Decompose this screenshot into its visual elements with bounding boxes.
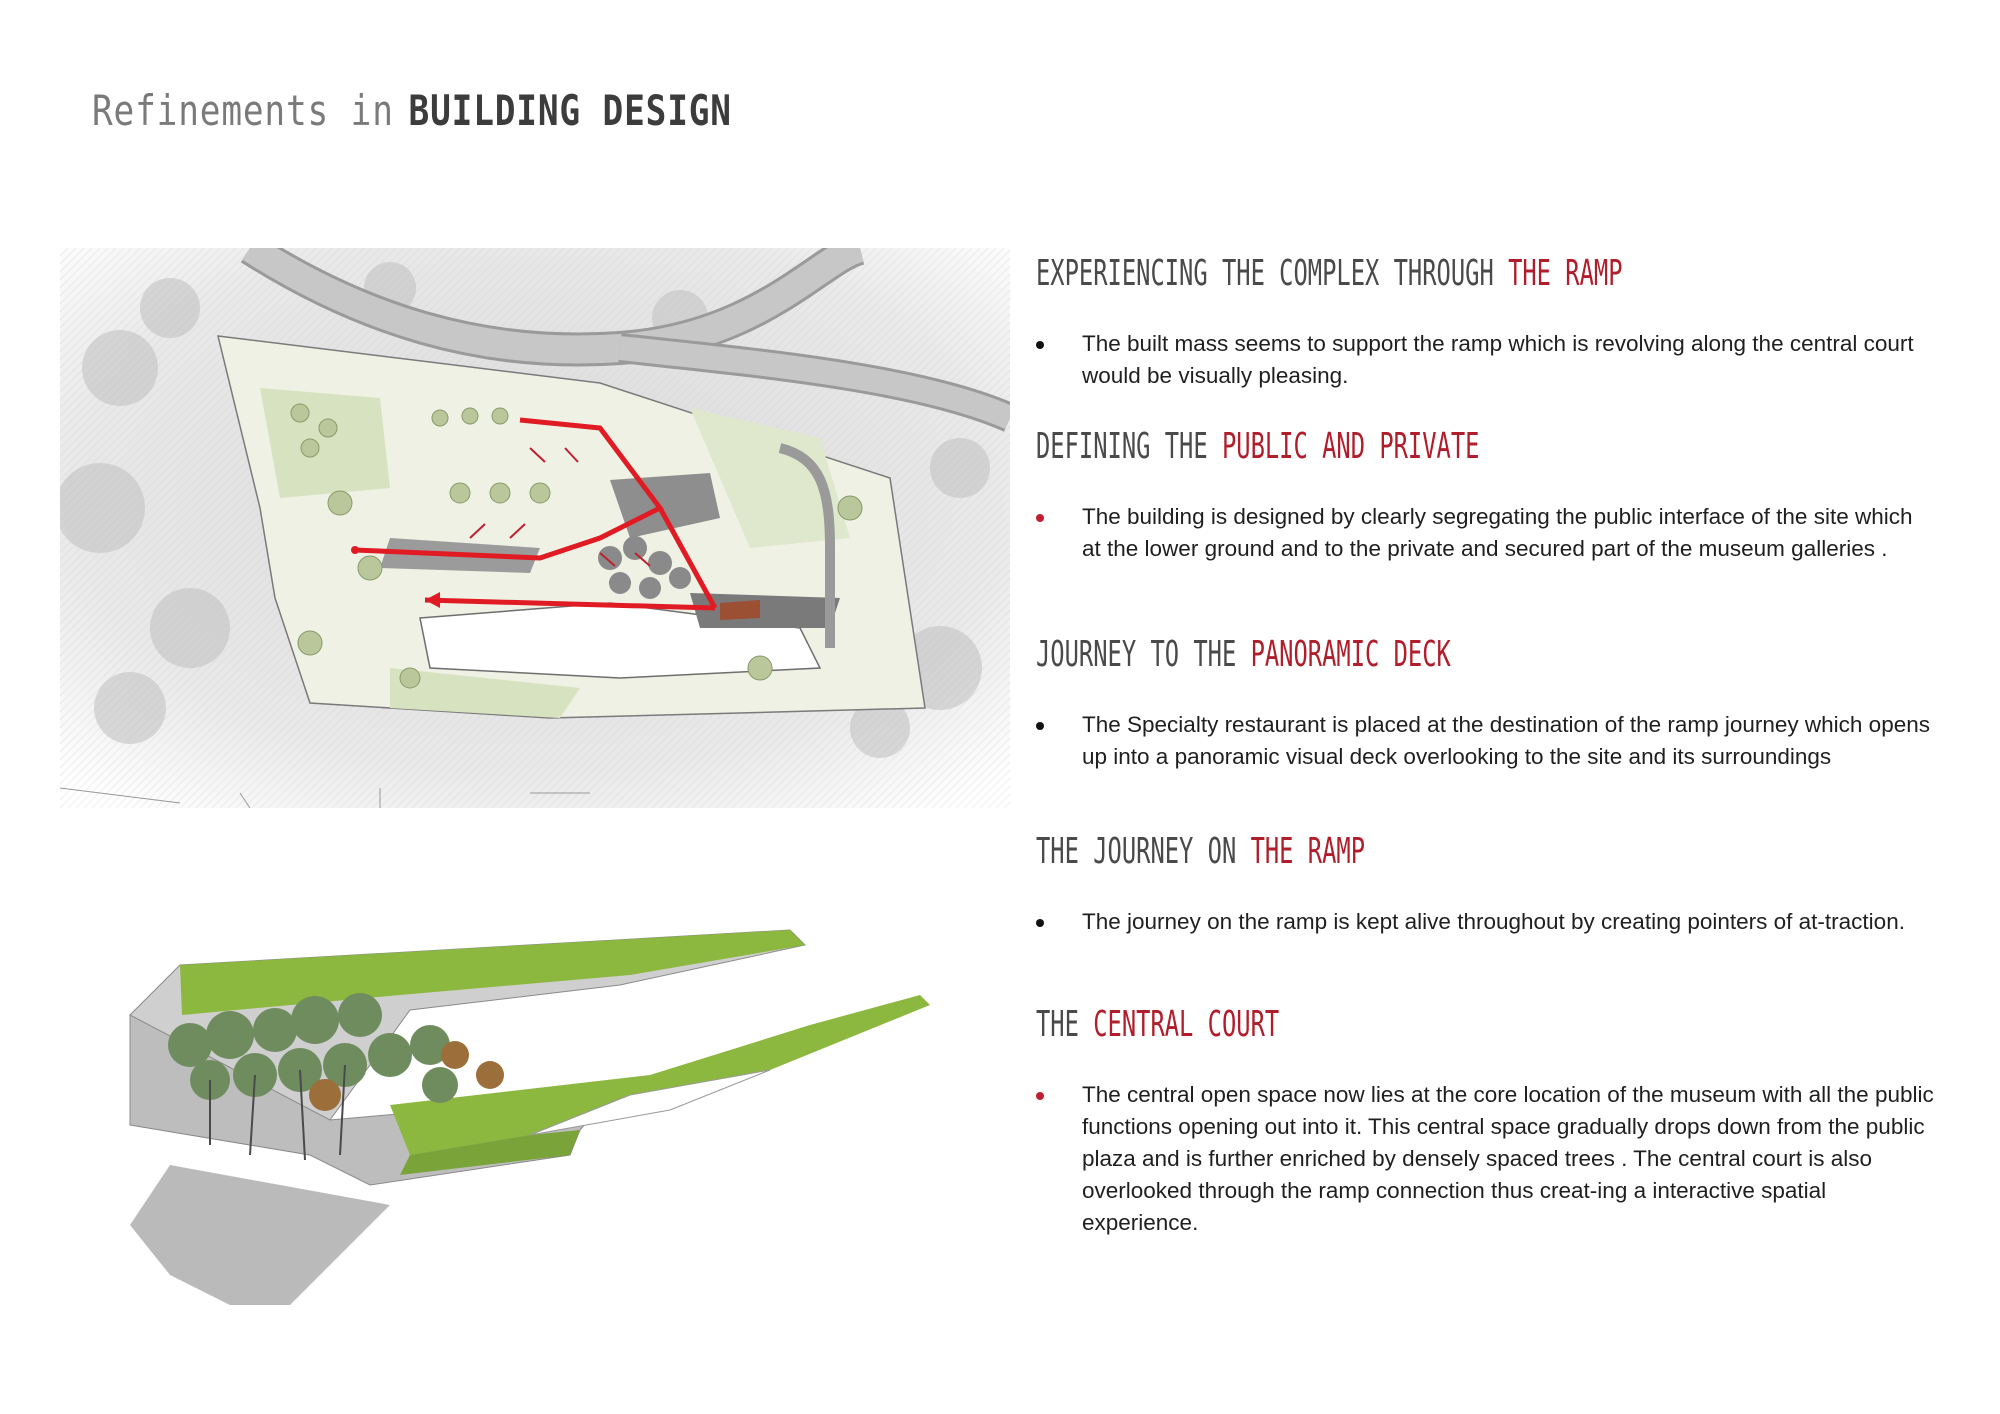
- heading-plain: JOURNEY TO THE: [1036, 634, 1251, 675]
- bullet-dot-icon: [1036, 722, 1044, 730]
- section-text: The central open space now lies at the core location of the museum with all the public functions opening out into it. This central space gradually drops down from the public plaza and is further enriched by densely spaced trees . The central court is also overlooked through the ramp connection thus creat-ing a interactive spatial experience.: [1082, 1082, 1934, 1235]
- page-title-light: Refinements in: [92, 86, 394, 135]
- heading-accent: THE RAMP: [1508, 253, 1623, 294]
- list-item: [1036, 501, 1936, 565]
- page-title: [92, 86, 732, 135]
- heading-plain: THE: [1036, 1004, 1094, 1045]
- bullet-dot-icon: [1036, 1092, 1044, 1100]
- bullet-dot-icon: [1036, 514, 1044, 522]
- site-plan-image: [60, 248, 1010, 808]
- section-heading: [1036, 634, 1630, 675]
- section-text: The built mass seems to support the ramp which is revolving along the central court would be visually pleasing.: [1082, 331, 1914, 388]
- list-item: [1036, 1079, 1936, 1239]
- section-text: The building is designed by clearly segregating the public interface of the site which at the lower ground and to the private and secured part of the museum galleries .: [1082, 504, 1913, 561]
- section-text: The Specialty restaurant is placed at the destination of the ramp journey which opens up into a panoramic visual deck overlooking to the site and its surroundings: [1082, 712, 1930, 769]
- list-item: [1036, 906, 1936, 938]
- page-title-bold: BUILDING DESIGN: [408, 86, 732, 135]
- section-heading: [1036, 831, 1630, 872]
- section-public-private: [1036, 426, 1936, 565]
- section-ramp-experience: [1036, 253, 1936, 392]
- axonometric-image: [110, 905, 950, 1325]
- heading-plain: DEFINING THE: [1036, 426, 1222, 467]
- heading-accent: PUBLIC AND PRIVATE: [1221, 426, 1480, 467]
- bullet-dot-icon: [1036, 341, 1044, 349]
- heading-accent: THE RAMP: [1250, 831, 1366, 872]
- heading-accent: PANORAMIC DECK: [1250, 634, 1451, 675]
- heading-plain: THE JOURNEY ON: [1036, 831, 1251, 872]
- section-text: The journey on the ramp is kept alive throughout by creating pointers of at-traction.: [1082, 909, 1905, 934]
- bullet-dot-icon: [1036, 919, 1044, 927]
- section-ramp-journey: [1036, 831, 1936, 938]
- list-item: [1036, 328, 1936, 392]
- section-central-court: [1036, 1004, 1936, 1239]
- heading-plain: EXPERIENCING THE COMPLEX THROUGH: [1036, 253, 1509, 294]
- section-heading: [1036, 253, 1630, 294]
- section-panoramic-deck: [1036, 634, 1936, 773]
- heading-accent: CENTRAL COURT: [1093, 1004, 1280, 1045]
- list-item: [1036, 709, 1936, 773]
- section-heading: [1036, 1004, 1630, 1045]
- section-heading: [1036, 426, 1630, 467]
